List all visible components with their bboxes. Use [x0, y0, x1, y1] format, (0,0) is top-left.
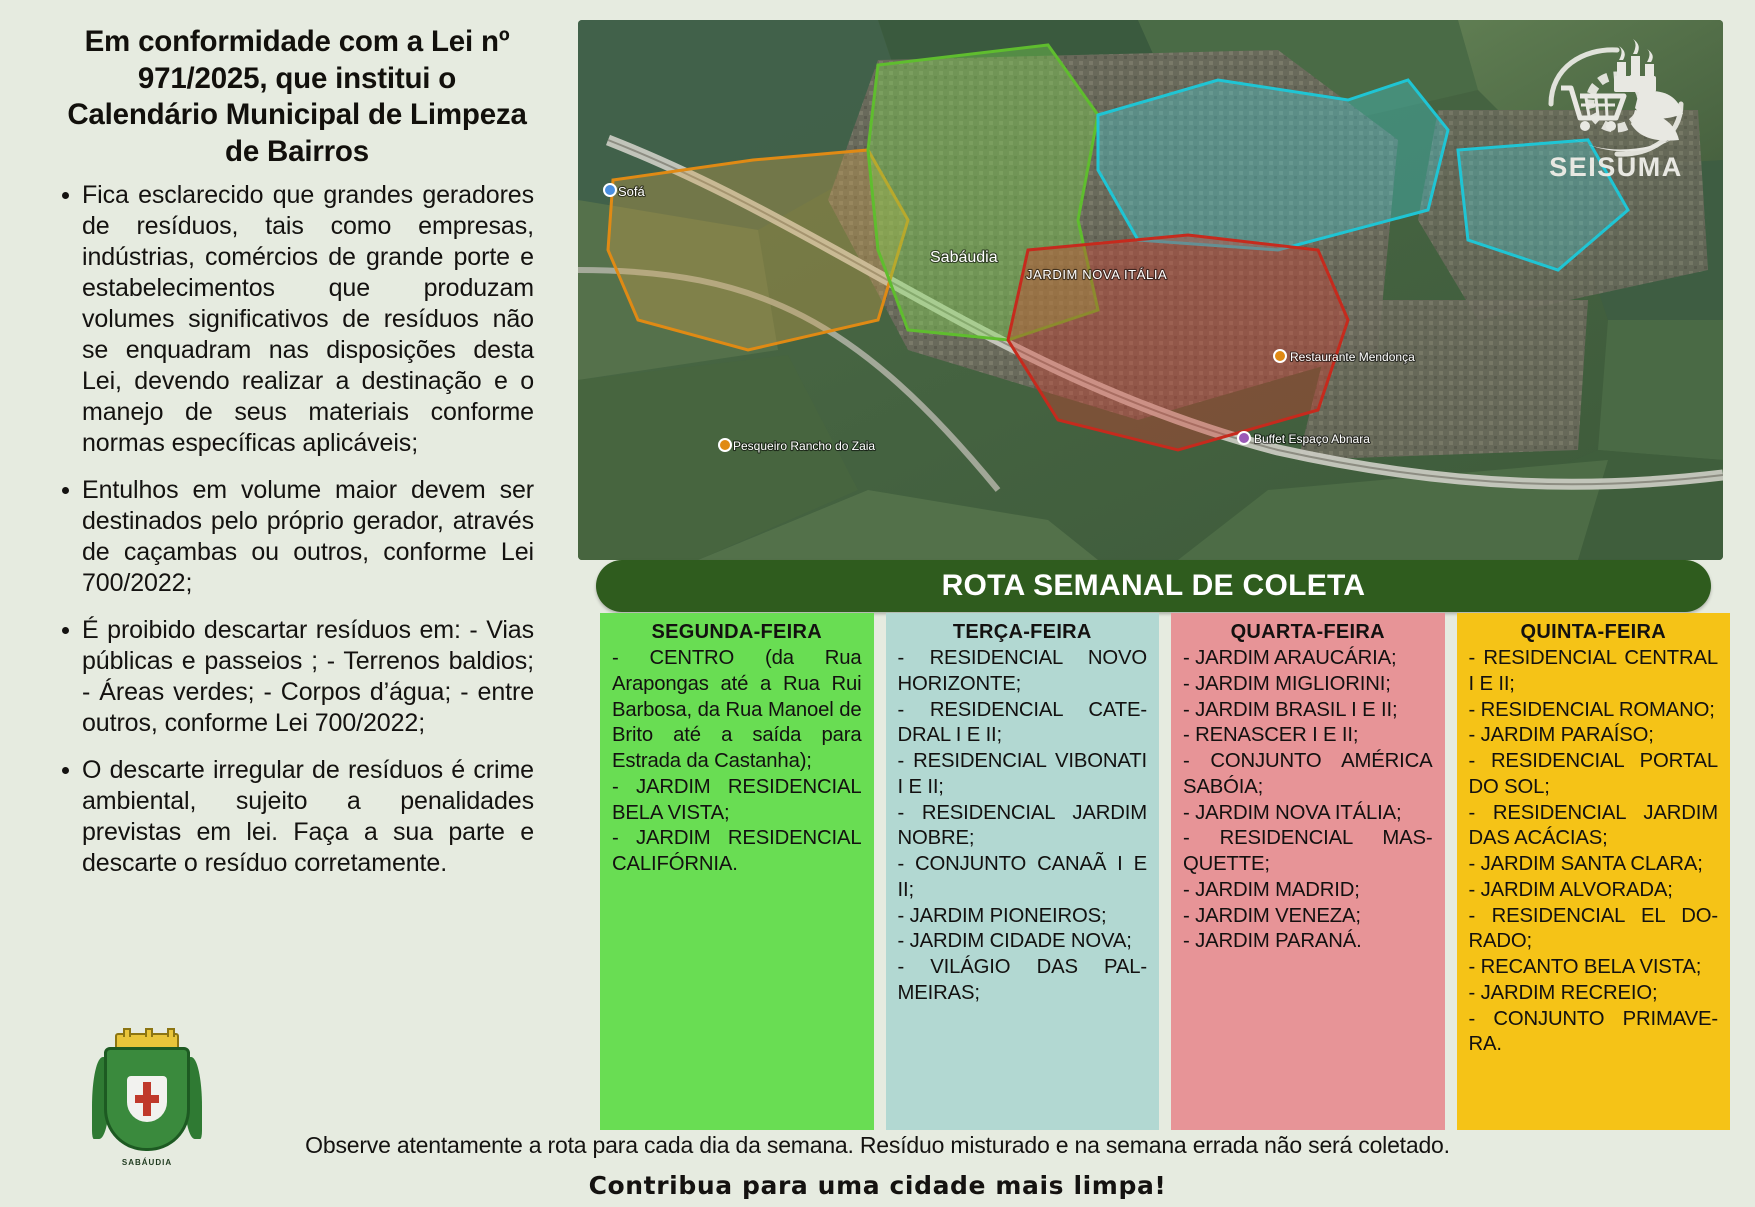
list-item: - RESIDENCIAL ROMANO;	[1468, 698, 1715, 721]
footer	[0, 1130, 1755, 1207]
day-column-quarta[interactable]	[1171, 613, 1445, 1130]
day-title-segunda: SEGUNDA-FEIRA	[651, 621, 823, 643]
rules-list	[60, 180, 534, 879]
day-column-quinta[interactable]	[1457, 613, 1731, 1130]
map-label: Sabáudia	[930, 249, 998, 266]
map-label: Sofá	[618, 184, 645, 199]
day-title-terca: TERÇA-FEIRA	[952, 621, 1092, 643]
list-item: - RESIDENCIAL PORTAL DO SOL;	[1468, 750, 1718, 798]
list-item: - JARDIM PARANÁ.	[1183, 930, 1362, 953]
footer-note: Observe atentamente a rota para cada dia da semana. Resíduo misturado e na semana errada não será coletado.	[305, 1132, 1450, 1158]
list-item: - VILÁGIO DAS PAL-MEIRAS;	[897, 956, 1147, 1004]
zone-centro	[608, 150, 908, 350]
list-item: - RESIDENCIAL CATE-DRAL I E II;	[897, 698, 1147, 747]
list-item: - JARDIM ARAUCÁRIA;	[1183, 647, 1397, 669]
list-item: - JARDIM VENEZA;	[1183, 904, 1361, 927]
list-item: - CONJUNTO PRIMAVE-RA.	[1468, 1007, 1718, 1056]
seisuma-logo-text: SEISUMA	[1549, 152, 1683, 182]
list-item: Entulhos em volume maior devem ser destinados pelo próprio gerador, através de caçambas ou outros, conforme Lei 700/2022;	[60, 475, 534, 599]
list-item: - JARDIM ALVORADA;	[1468, 878, 1673, 901]
banner-title: ROTA SEMANAL DE COLETA	[941, 569, 1366, 602]
coat-of-arms-label: SABÁUDIA	[121, 1158, 173, 1167]
list-item: - RESIDENCIAL MAS-QUETTE;	[1183, 827, 1433, 876]
map-label: JARDIM NOVA ITÁLIA	[1026, 267, 1168, 282]
left-info-panel	[0, 0, 578, 1207]
map-label: Buffet Espaço Abnara	[1254, 432, 1370, 446]
footer-slogan: Contribua para uma cidade mais limpa!	[588, 1171, 1167, 1200]
list-item: - RENASCER I E II;	[1183, 724, 1359, 747]
day-column-segunda[interactable]	[600, 613, 874, 1130]
list-item: - RESIDENCIAL CENTRAL I E II;	[1468, 647, 1718, 695]
shield-field	[127, 1076, 167, 1122]
list-item: - JARDIM NOVA ITÁLIA;	[1183, 801, 1402, 824]
list-item: - RESIDENCIAL EL DO-RADO;	[1468, 904, 1718, 953]
list-item: Fica esclarecido que grandes geradores de resíduos, tais como empresas, indústrias, comércios de grande porte e estabelecimentos que produzam volumes significativos de resíduos não se enquadram nas disposições desta Lei, devendo realizar a destinação e o manejo de seus materiais conforme normas específicas aplicáveis;	[60, 180, 534, 459]
list-item: - CONJUNTO CANAÃ I E II;	[897, 853, 1147, 901]
neighborhood-list-quinta	[1469, 646, 1719, 1058]
cross-horizontal-icon	[135, 1095, 159, 1103]
satellite-map[interactable]	[578, 20, 1723, 560]
list-item: - JARDIM MIGLIORINI;	[1183, 672, 1391, 695]
map-canvas	[578, 20, 1723, 560]
list-item: - JARDIM BRASIL I E II;	[1183, 698, 1398, 721]
neighborhood-list-terca	[898, 646, 1148, 1007]
list-item: É proibido descartar resíduos em: - Vias públicas e passeios ; - Terrenos baldios; - Áreas verdes; - Corpos d’água; - entre outros, conforme Lei 700/2022;	[60, 615, 534, 739]
weekly-route-banner	[596, 560, 1711, 612]
list-item: - RECANTO BELA VISTA;	[1468, 956, 1702, 979]
list-item: - JARDIM RESIDENCIAL BELA VISTA;	[612, 775, 862, 824]
neighborhood-list-quarta	[1183, 646, 1433, 955]
list-item: - JARDIM PIONEIROS;	[897, 904, 1107, 927]
list-item: O descarte irregular de resíduos é crime ambiental, sujeito a penalidades previstas em lei. Faça a sua parte e descarte o resíduo corretamente.	[60, 755, 534, 879]
weekly-schedule	[600, 613, 1730, 1130]
list-item: - JARDIM RESIDENCIAL CALIFÓRNIA.	[612, 827, 862, 876]
list-item: - RESIDENCIAL NOVO HORIZONTE;	[897, 647, 1147, 695]
list-item: - JARDIM SANTA CLARA;	[1468, 853, 1703, 876]
day-title-quarta: QUARTA-FEIRA	[1230, 621, 1385, 643]
page-title: Em conformidade com a Lei nº 971/2025, que institui o Calendário Municipal de Limpeza de Bairros	[67, 25, 527, 168]
list-item: - RESIDENCIAL JARDIM NOBRE;	[897, 801, 1147, 850]
list-item: - JARDIM RECREIO;	[1468, 981, 1658, 1004]
map-label: Restaurante Mendonça	[1290, 350, 1415, 364]
list-item: - JARDIM MADRID;	[1183, 878, 1360, 901]
list-item: - RESIDENCIAL VIBONATI I E II;	[897, 750, 1147, 798]
map-label: Pesqueiro Rancho do Zaia	[733, 439, 876, 453]
list-item: - RESIDENCIAL JARDIM DAS ACÁCIAS;	[1468, 801, 1718, 850]
list-item: - JARDIM PARAÍSO;	[1468, 724, 1654, 747]
day-column-terca[interactable]	[886, 613, 1160, 1130]
list-item: - JARDIM CIDADE NOVA;	[897, 930, 1132, 953]
day-title-quinta: QUINTA-FEIRA	[1520, 621, 1666, 643]
list-item: - CONJUNTO AMÉRICA SABÓIA;	[1183, 750, 1433, 798]
neighborhood-list-segunda	[612, 646, 862, 878]
list-item: - CENTRO (da Rua Arapongas até a Rua Rui Barbosa, da Rua Manoel de Brito até a saída para Estrada da Castanha);	[612, 647, 862, 773]
